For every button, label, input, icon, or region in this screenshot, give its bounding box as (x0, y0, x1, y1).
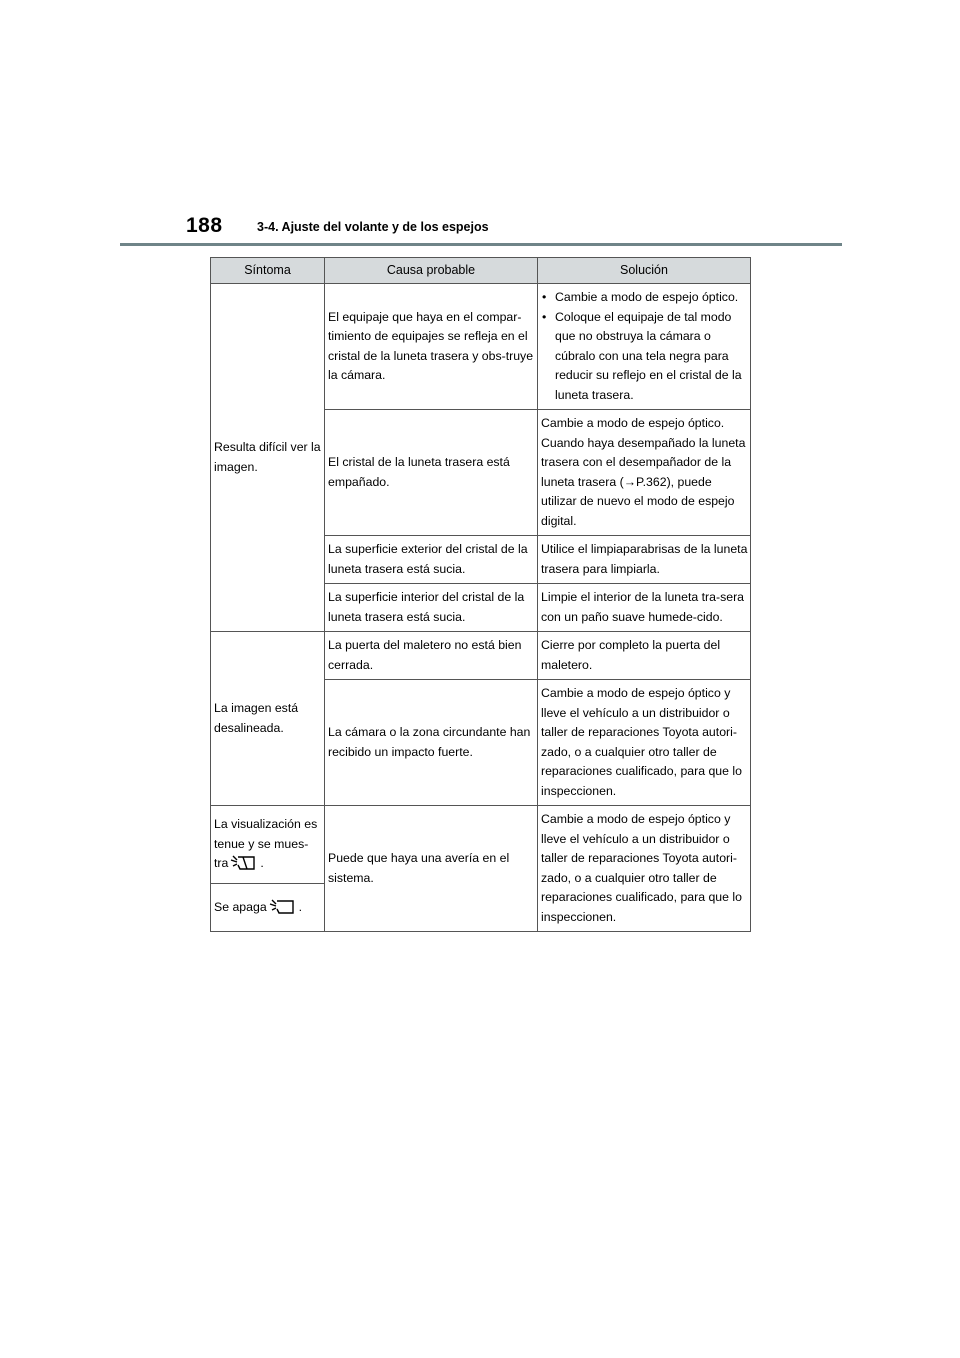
cause-cell: El cristal de la luneta trasera está empañado. (325, 410, 538, 536)
column-header-cause: Causa probable (325, 258, 538, 284)
section-title: 3-4. Ajuste del volante y de los espejos (257, 220, 489, 234)
solution-cell: Utilice el limpiaparabrisas de la luneta trasera para limpiarla. (538, 536, 751, 584)
cause-cell: La superficie interior del cristal de la luneta trasera está sucia. (325, 584, 538, 632)
page-reference: →P.362 (623, 474, 667, 489)
cause-cell: Puede que haya una avería en el sistema. (325, 806, 538, 932)
solution-list (541, 288, 748, 405)
solution-text: ), puede utilizar de nuevo el modo de espejo digital. (541, 474, 735, 528)
camera-warning-icon (230, 854, 258, 874)
symptom-cell: La imagen está desalineada. (211, 632, 325, 806)
table-row (211, 806, 751, 884)
solution-cell (538, 410, 751, 536)
column-header-symptom: Síntoma (211, 258, 325, 284)
list-item: • Coloque el equipaje de tal modo que no obstruya la cámara o cúbralo con una tela negra para reducir su reflejo en el cristal de la luneta trasera. (541, 308, 748, 406)
solution-cell: Cambie a modo de espejo óptico y lleve el vehículo a un distribuidor o taller de reparaciones Toyota autori-zado, o a cualquier otro taller de reparaciones cualificado, para que lo inspeccionen. (538, 806, 751, 932)
solution-cell: Cambie a modo de espejo óptico y lleve el vehículo a un distribuidor o taller de reparaciones Toyota autori-zado, o a cualquier otro taller de reparaciones cualificado, para que lo inspeccionen. (538, 680, 751, 806)
troubleshooting-table (210, 257, 751, 932)
symptom-text: La visualización es tenue y se mues-tra (214, 817, 318, 871)
solution-cell: Cierre por completo la puerta del maletero. (538, 632, 751, 680)
table-row (211, 632, 751, 680)
column-header-solution: Solución (538, 258, 751, 284)
symptom-cell (211, 883, 325, 931)
symptom-punct: . (260, 856, 264, 871)
table-header-row (211, 258, 751, 284)
cause-cell: La puerta del maletero no está bien cerrada. (325, 632, 538, 680)
symptom-text: Se apaga (214, 899, 267, 914)
symptom-cell (211, 806, 325, 884)
table-row (211, 284, 751, 410)
solution-text: Cambie a modo de espejo óptico. Cuando haya desempañado la luneta trasera con el desempañador de la luneta trasera ( (541, 416, 746, 489)
header-divider (120, 243, 842, 246)
cause-cell: La cámara o la zona circundante han recibido un impacto fuerte. (325, 680, 538, 806)
camera-icon (269, 898, 297, 918)
page-number: 188 (186, 214, 223, 237)
symptom-cell: Resulta difícil ver la imagen. (211, 284, 325, 632)
cause-cell: La superficie exterior del cristal de la luneta trasera está sucia. (325, 536, 538, 584)
solution-cell: Limpie el interior de la luneta tra-sera con un paño suave humede-cido. (538, 584, 751, 632)
symptom-punct: . (298, 899, 303, 914)
solution-cell (538, 284, 751, 410)
list-item: • Cambie a modo de espejo óptico. (541, 288, 748, 308)
cause-cell: El equipaje que haya en el compar-timiento de equipajes se refleja en el cristal de la luneta trasera y obs-truye la cámara. (325, 284, 538, 410)
